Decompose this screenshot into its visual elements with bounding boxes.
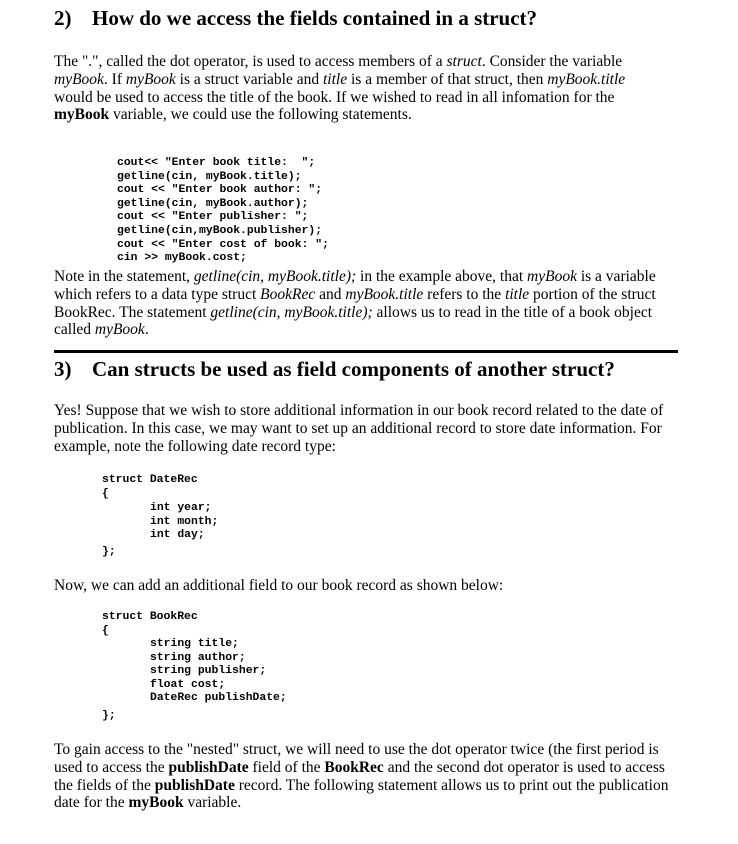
transition-text: Now, we can add an additional field to our book record as shown below: [54,577,504,594]
italic-term: myBook.title [345,285,424,303]
code-line: float cost; [150,678,226,691]
code-line: getline(cin, myBook.author); [117,197,309,210]
code-line: getline(cin, myBook.title); [117,170,302,183]
section-divider [54,350,678,353]
italic-term: title [323,70,348,88]
daterec-close-brace: }; [102,546,116,558]
italic-term: getline(cin, myBook.title); [193,268,357,285]
daterec-open-brace: { [102,488,109,500]
code-line: cin >> myBook.cost; [117,252,247,265]
code-line: getline(cin,myBook.publisher); [117,224,323,237]
bold-term: BookRec [324,758,384,776]
daterec-fields [150,502,218,543]
code-line: int year; [150,502,212,514]
section-2-note: Note in the statement, getline(cin, myBook.title); in the example above, that myBook is a variable which refers to a data type struct BookRec and myBook.title refers to the title portion of the struct BookRec. The statement getline(cin, myBook.title); allows us to read in the title of a book object called myBook. [54,268,656,339]
bold-term: myBook [128,794,184,812]
section-2-heading [54,6,537,30]
code-line: cout << "Enter publisher: "; [117,211,309,224]
italic-term: getline(cin, myBook.title); [210,303,373,321]
code-line: string title; [150,638,239,650]
italic-term: myBook [527,268,577,285]
section-2-intro: The ".", called the dot operator, is used to access members of a struct. Consider the variable myBook. If myBook is a struct variable and title is a member of that struct, then myBook.title would be used to access the title of the book. If we wished to read in all infomation for the myBook variable, we could use the following statements. [54,53,626,124]
read-statements-code [117,157,329,266]
bold-term: myBook [54,106,110,124]
daterec-struct-header: struct DateRec [102,474,198,486]
code-line: cout << "Enter cost of book: "; [117,238,329,251]
italic-term: myBook [94,321,145,339]
section-2-title: How do we access the fields contained in a struct? [92,6,538,30]
code-line: int month; [150,515,219,528]
bookrec-fields [150,638,287,706]
code-line: DateRec publishDate; [150,692,287,705]
italic-term: struct [446,53,482,70]
bookrec-struct-header: struct BookRec [102,611,198,623]
italic-term: myBook [54,70,104,88]
code-line: string author; [150,651,246,664]
section-3-number: 3) [54,357,72,381]
italic-term: myBook [125,70,176,88]
code-line: cout<< "Enter book title: "; [117,157,316,169]
bold-term: publishDate [168,758,249,776]
italic-term: title [505,285,530,303]
italic-term: BookRec [260,285,316,303]
section-2-number: 2) [54,6,72,30]
section-3-title: Can structs be used as field components of another struct? [92,357,615,381]
code-line: string publisher; [150,665,267,678]
italic-term: myBook.title [547,70,626,88]
section-3-heading [54,357,615,381]
bookrec-close-brace: }; [102,710,116,722]
bookrec-open-brace: { [102,625,109,637]
code-line: cout << "Enter book author: "; [117,184,323,197]
section-3-closing: To gain access to the "nested" struct, we will need to use the dot operator twice (the first period is used to access the publishDate field of the BookRec and the second dot operator is used to access the fields of the publishDate record. The following statement allows us to print out the publication date for the myBook variable. [54,741,669,812]
section-3-intro: Yes! Suppose that we wish to store additional information in our book record related to the date of publication. In this case, we may want to set up an additional record to store date information. For example, note the following date record type: [54,402,664,455]
code-line: int day; [150,529,205,542]
bold-term: publishDate [154,776,235,794]
